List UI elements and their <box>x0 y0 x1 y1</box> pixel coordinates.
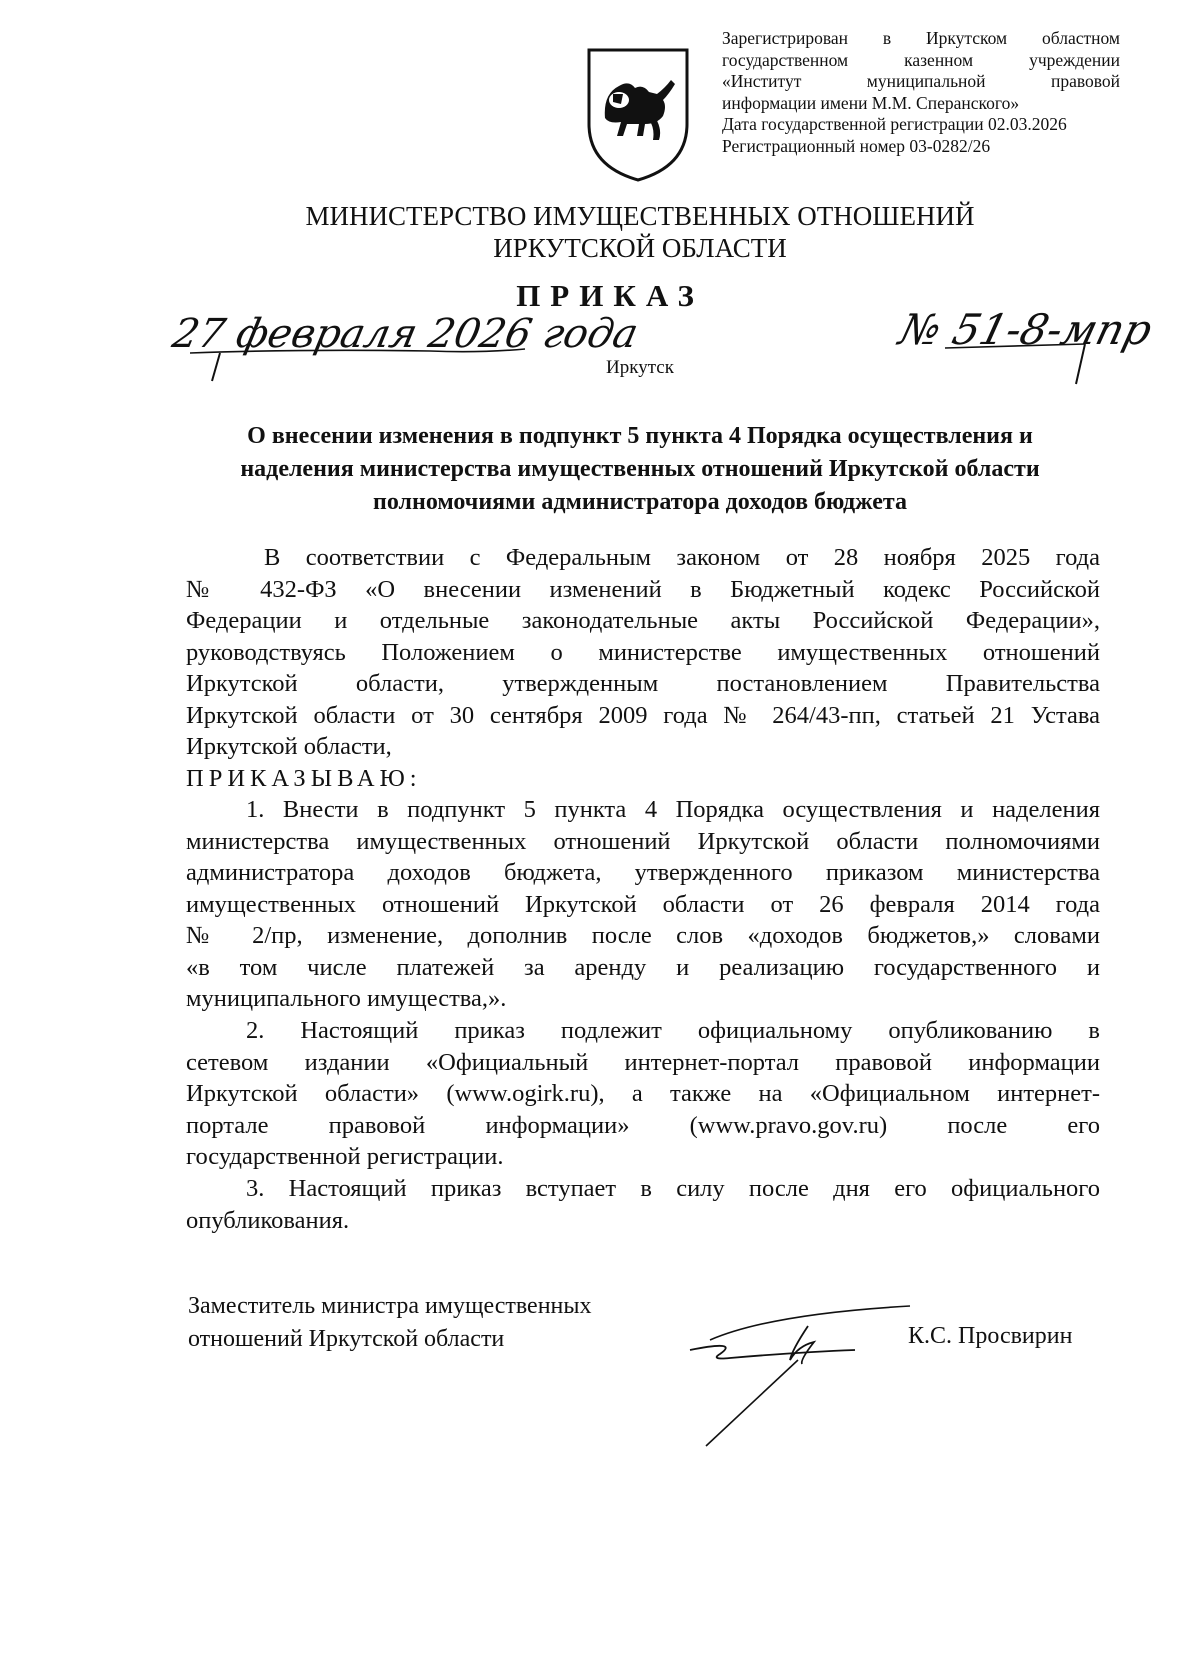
paragraph-line: опубликования. <box>186 1206 350 1234</box>
paragraph-line: имущественных отношений Иркутской области от 26 февраля 2014 года <box>186 890 1100 918</box>
svg-text:№ 51-8-мпр: № 51-8-мпр <box>894 305 1157 355</box>
ministry-name-line2: ИРКУТСКОЙ ОБЛАСТИ <box>493 233 787 263</box>
handwritten-order-number <box>890 300 1157 385</box>
registration-date: Дата государственной регистрации 02.03.2026 <box>722 114 1067 134</box>
order-verb: ПРИКАЗЫВАЮ: <box>186 764 422 792</box>
paragraph-line: № 432-ФЗ «О внесении изменений в Бюджетный кодекс Российской <box>186 575 1100 603</box>
paragraph-line: руководствуясь Положением о министерстве имущественных отношений <box>186 638 1100 666</box>
title-line: полномочиями администратора доходов бюджета <box>373 489 907 515</box>
paragraph-line: Иркутской области от 30 сентября 2009 года № 264/43-пп, статьей 21 Устава <box>186 701 1100 729</box>
registration-line: информации имени М.М. Сперанского» <box>722 92 1020 113</box>
signatory-name: К.С. Просвирин <box>908 1323 1073 1349</box>
paragraph-line: В соответствии с Федеральным законом от 28 ноября 2025 года <box>264 544 1100 571</box>
coat-of-arms-emblem <box>583 44 693 184</box>
paragraph-line: портале правовой информации» (www.pravo.gov.ru) после его <box>186 1111 1100 1139</box>
order-item-2 <box>186 1015 1100 1173</box>
title-line: наделения министерства имущественных отношений Иркутской области <box>240 456 1040 482</box>
svg-text:27 февраля 2026 года: 27 февраля 2026 года <box>168 309 643 357</box>
scan-margin-mark <box>13 420 16 450</box>
paragraph-line: министерства имущественных отношений Иркутской области полномочиями <box>186 827 1100 855</box>
paragraph-line: № 2/пр, изменение, дополнив после слов «доходов бюджетов,» словами <box>186 922 1100 949</box>
paragraph-line: Иркутской области, <box>186 733 392 760</box>
registration-line: Зарегистрирован в Иркутском областном <box>722 28 1120 48</box>
signatory-position <box>188 1290 592 1356</box>
signatory-position-line: Заместитель министра имущественных <box>188 1293 592 1319</box>
paragraph-line: муниципального имущества,». <box>186 985 507 1012</box>
ministry-name-line1: МИНИСТЕРСТВО ИМУЩЕСТВЕННЫХ ОТНОШЕНИЙ <box>305 201 975 231</box>
registration-number: Регистрационный номер 03-0282/26 <box>722 135 991 156</box>
handwritten-signature <box>680 1280 920 1450</box>
paragraph-line: 3. Настоящий приказ вступает в силу после дня его официального <box>246 1175 1100 1202</box>
paragraph-line: сетевом издании «Официальный интернет-портал правовой информации <box>186 1048 1100 1076</box>
title-line: О внесении изменения в подпункт 5 пункта 4 Порядка осуществления и <box>247 423 1033 449</box>
paragraph-line: администратора доходов бюджета, утвержденного приказом министерства <box>186 859 1100 886</box>
paragraph-line: 2. Настоящий приказ подлежит официальному опубликованию в <box>246 1017 1100 1044</box>
document-title <box>172 420 1108 519</box>
paragraph-line: Федерации и отдельные законодательные акты Российской Федерации», <box>186 607 1100 634</box>
signatory-position-line: отношений Иркутской области <box>188 1326 505 1352</box>
order-heading: ПРИКАЗ <box>516 278 704 313</box>
order-item-1 <box>186 794 1100 1015</box>
order-item-3 <box>186 1173 1100 1236</box>
registration-line: государственном казенном учреждении <box>722 49 1120 70</box>
paragraph-line: Иркутской области» (www.ogirk.ru), а также на «Официальном интернет- <box>186 1080 1100 1107</box>
paragraph-line: «в том числе платежей за аренду и реализацию государственного и <box>186 953 1100 981</box>
city-name: Иркутск <box>606 357 674 378</box>
paragraph-line: Иркутской области, утвержденным постановлением Правительства <box>186 670 1100 697</box>
paragraph-line: 1. Внести в подпункт 5 пункта 4 Порядка осуществления и наделения <box>246 796 1100 823</box>
registration-stamp-text <box>722 28 1120 157</box>
registration-line: «Институт муниципальной правовой <box>722 71 1120 91</box>
paragraph-line: государственной регистрации. <box>186 1143 504 1170</box>
preamble-paragraph <box>186 542 1100 794</box>
